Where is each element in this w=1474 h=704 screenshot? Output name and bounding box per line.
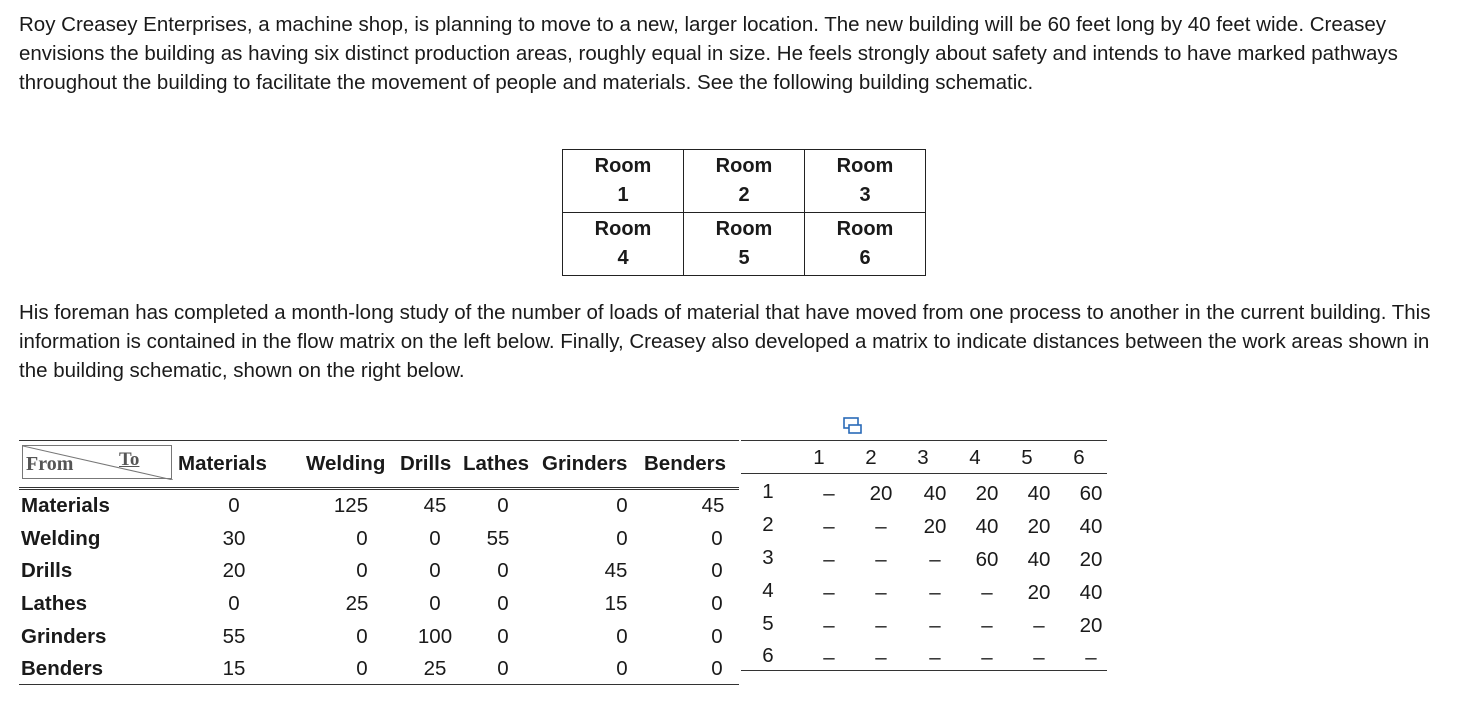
cell-value: 60 xyxy=(1079,482,1103,505)
row-label: Welding xyxy=(21,527,101,550)
flow-description-paragraph: His foreman has completed a month-long study of the number of loads of material that have moved from one process to another in the current building. This information is contained in the flow matrix on the left below. Finally, Creasey also developed a matrix to indicate distances between the work areas shown in the building schematic, shown on the right below. xyxy=(19,301,1431,382)
cell-value: 40 xyxy=(923,482,947,505)
room-word: Room xyxy=(715,218,773,240)
from-label: From xyxy=(26,453,74,475)
room-cell xyxy=(805,213,926,276)
cell-value: 15 xyxy=(604,592,628,615)
room-number: 3 xyxy=(859,184,871,206)
cell-value: – xyxy=(823,614,835,637)
table-row xyxy=(19,524,739,556)
row-label: 1 xyxy=(762,480,774,503)
cell-value: 0 xyxy=(711,657,723,680)
table-row xyxy=(741,579,1107,612)
building-schematic xyxy=(562,149,926,276)
table-row xyxy=(741,480,1107,513)
row-label: 4 xyxy=(762,579,774,602)
cell-value: 25 xyxy=(423,657,447,680)
cell-value: – xyxy=(1085,646,1097,669)
cell-value: 60 xyxy=(975,548,999,571)
cell-value: 0 xyxy=(497,559,509,582)
cell-value: – xyxy=(1033,646,1045,669)
schematic-row xyxy=(563,213,926,276)
cell-value: – xyxy=(929,548,941,571)
cell-value: 0 xyxy=(711,559,723,582)
cell-value: 100 xyxy=(417,625,453,648)
cell-value: 125 xyxy=(333,494,369,517)
cell-value: – xyxy=(875,581,887,604)
cell-value: 0 xyxy=(616,494,628,517)
cell-value: 0 xyxy=(616,527,628,550)
cell-value: 0 xyxy=(497,592,509,615)
table-row xyxy=(741,612,1107,645)
col-header: 3 xyxy=(917,446,929,469)
room-word: Room xyxy=(836,218,894,240)
cell-value: 0 xyxy=(356,625,368,648)
cell-value: 0 xyxy=(429,527,441,550)
cell-value: 0 xyxy=(616,625,628,648)
cell-value: 0 xyxy=(429,592,441,615)
cell-value: – xyxy=(929,614,941,637)
room-word: Room xyxy=(594,218,652,240)
col-header: 6 xyxy=(1073,446,1085,469)
intro-paragraph: Roy Creasey Enterprises, a machine shop, is planning to move to a new, larger location. The new building will be 60 feet long by 40 feet wide. Creasey envisions the building as having six distinct production areas, roughly equal in size. He feels strongly about safety and intends to have marked pathways throughout the building to facilitate the movement of people and materials. See the following building schematic. xyxy=(19,13,1398,94)
col-header: Drills xyxy=(400,452,452,475)
col-header: 2 xyxy=(865,446,877,469)
col-header: 1 xyxy=(813,446,825,469)
cell-value: 0 xyxy=(228,592,240,615)
cell-value: 40 xyxy=(1079,581,1103,604)
table-bottom-rule xyxy=(741,670,1107,671)
header-rule-double xyxy=(19,489,739,490)
row-label: Materials xyxy=(21,494,110,517)
cell-value: 20 xyxy=(923,515,947,538)
cell-value: 0 xyxy=(228,494,240,517)
cell-value: – xyxy=(1033,614,1045,637)
cell-value: – xyxy=(875,515,887,538)
row-label: Lathes xyxy=(21,592,88,615)
to-label: To xyxy=(119,449,140,470)
cell-value: 0 xyxy=(497,494,509,517)
room-number: 1 xyxy=(617,184,629,206)
room-number: 5 xyxy=(738,247,750,269)
cell-value: – xyxy=(823,548,835,571)
row-label: Benders xyxy=(21,657,104,680)
cell-value: – xyxy=(875,614,887,637)
cell-value: – xyxy=(875,548,887,571)
cell-value: 0 xyxy=(356,527,368,550)
cell-value: – xyxy=(929,581,941,604)
row-label: 5 xyxy=(762,612,774,635)
cell-value: 0 xyxy=(497,657,509,680)
cell-value: 0 xyxy=(356,559,368,582)
cell-value: 45 xyxy=(423,494,447,517)
room-cell xyxy=(684,150,805,213)
cell-value: 0 xyxy=(429,559,441,582)
cell-value: – xyxy=(823,515,835,538)
cell-value: 0 xyxy=(711,625,723,648)
room-cell xyxy=(563,213,684,276)
distance-matrix xyxy=(741,410,1111,680)
row-label: 6 xyxy=(762,644,774,667)
cell-value: 55 xyxy=(222,625,246,648)
cell-value: 0 xyxy=(711,592,723,615)
from-to-header xyxy=(22,445,172,479)
table-row xyxy=(19,622,739,654)
cell-value: – xyxy=(929,646,941,669)
cell-value: 0 xyxy=(616,657,628,680)
row-label: 3 xyxy=(762,546,774,569)
cell-value: 0 xyxy=(711,527,723,550)
table-row xyxy=(19,589,739,621)
cell-value: – xyxy=(875,646,887,669)
cell-value: 20 xyxy=(1027,581,1051,604)
cell-value: 30 xyxy=(222,527,246,550)
cell-value: – xyxy=(981,581,993,604)
cell-value: 40 xyxy=(1027,548,1051,571)
table-row xyxy=(741,513,1107,546)
cell-value: – xyxy=(823,646,835,669)
cell-value: 0 xyxy=(497,625,509,648)
copy-table-icon[interactable] xyxy=(842,415,864,437)
cell-value: 15 xyxy=(222,657,246,680)
header-rule xyxy=(19,487,739,488)
cell-value: 25 xyxy=(345,592,369,615)
cell-value: 20 xyxy=(1027,515,1051,538)
table-top-rule xyxy=(19,440,739,441)
room-cell xyxy=(563,150,684,213)
col-header: Welding xyxy=(306,452,386,475)
cell-value: 0 xyxy=(356,657,368,680)
cell-value: 20 xyxy=(975,482,999,505)
cell-value: 20 xyxy=(222,559,246,582)
row-label: 2 xyxy=(762,513,774,536)
room-cell xyxy=(805,150,926,213)
cell-value: 20 xyxy=(1079,548,1103,571)
room-number: 4 xyxy=(617,247,629,269)
room-number: 2 xyxy=(738,184,750,206)
col-header: Grinders xyxy=(542,452,628,475)
room-word: Room xyxy=(836,155,894,177)
room-word: Room xyxy=(594,155,652,177)
table-row xyxy=(19,556,739,588)
cell-value: – xyxy=(823,581,835,604)
col-header: Lathes xyxy=(463,452,530,475)
cell-value: 40 xyxy=(1079,515,1103,538)
col-header: Benders xyxy=(644,452,727,475)
table-row xyxy=(19,654,739,686)
table-bottom-rule xyxy=(19,684,739,685)
schematic-row xyxy=(563,150,926,213)
cell-value: 40 xyxy=(1027,482,1051,505)
room-cell xyxy=(684,213,805,276)
cell-value: 45 xyxy=(701,494,725,517)
col-header: 4 xyxy=(969,446,981,469)
cell-value: 20 xyxy=(869,482,893,505)
table-row xyxy=(741,546,1107,579)
cell-value: 20 xyxy=(1079,614,1103,637)
room-word: Room xyxy=(715,155,773,177)
cell-value: – xyxy=(981,646,993,669)
col-header: 5 xyxy=(1021,446,1033,469)
row-label: Drills xyxy=(21,559,73,582)
cell-value: 45 xyxy=(604,559,628,582)
row-label: Grinders xyxy=(21,625,107,648)
table-row xyxy=(741,644,1107,677)
cell-value: – xyxy=(981,614,993,637)
cell-value: 55 xyxy=(486,527,510,550)
col-header: Materials xyxy=(178,452,267,475)
cell-value: 40 xyxy=(975,515,999,538)
table-row xyxy=(19,491,739,523)
table-top-rule xyxy=(741,440,1107,441)
header-rule xyxy=(741,473,1107,474)
cell-value: – xyxy=(823,482,835,505)
room-number: 6 xyxy=(859,247,871,269)
flow-matrix xyxy=(19,440,739,686)
